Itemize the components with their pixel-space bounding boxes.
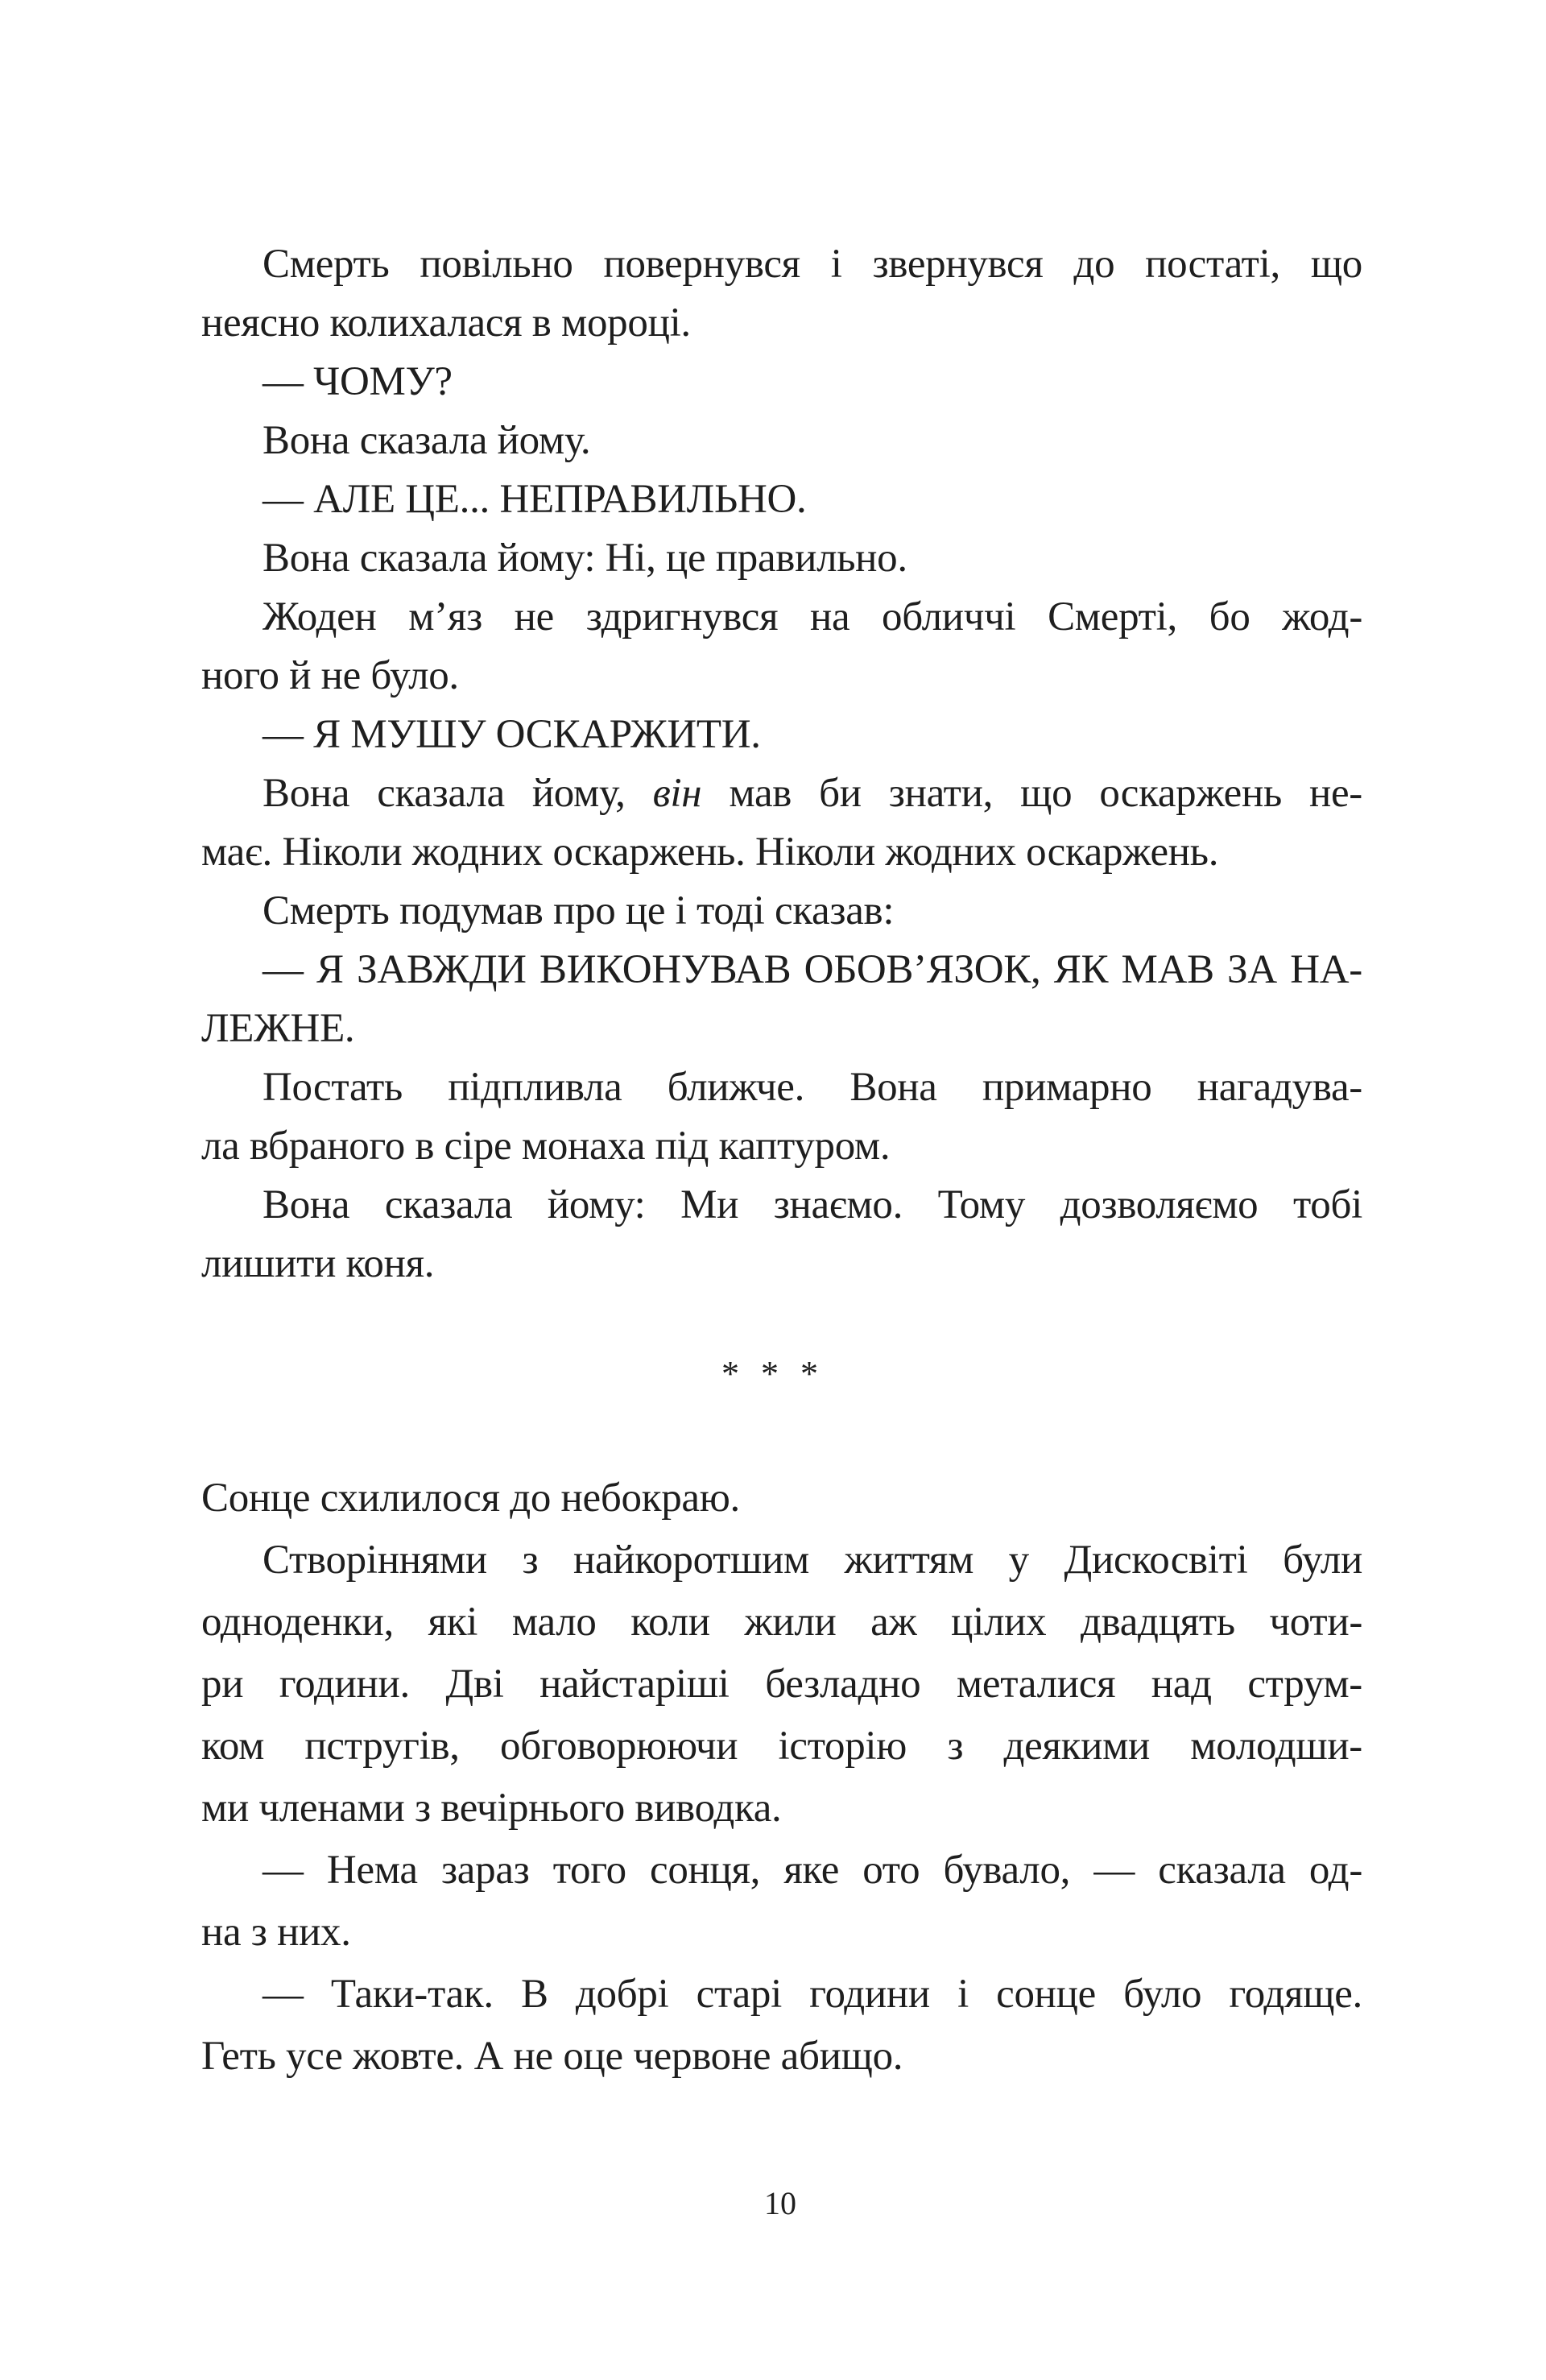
text-line: неясно колихалася в мороці. (201, 300, 691, 346)
text-line: Вона сказала йому. (262, 418, 591, 463)
text-line: ного й не було. (201, 653, 459, 698)
text-line: ла вбраного в сіре монаха під каптуром. (201, 1124, 891, 1169)
text-line: ри години. Дві найстаріші безладно металися над струм- (201, 1662, 1362, 1707)
text-line: на з них. (201, 1910, 351, 1955)
text-segment: Вона сказала йому, (262, 771, 653, 816)
text-line: — Я ЗАВЖДИ ВИКОНУВАВ ОБОВ’ЯЗОК, ЯК МАВ ЗА НА- (262, 947, 1362, 992)
text-line: Постать підпливла ближче. Вона примарно нагадува- (262, 1065, 1362, 1110)
text-line: лишити коня. (201, 1241, 435, 1286)
text-line: — Таки-так. В добрі старі години і сонце було годяще. (262, 1972, 1362, 2017)
section-2-text (201, 1467, 1362, 2088)
text-line: Вона сказала йому: Ні, це правильно. (262, 536, 907, 581)
text-line: ми членами з вечірнього виводка. (201, 1786, 782, 1831)
page-number: 10 (764, 2185, 796, 2221)
text-line: Смерть повільно повернувся і звернувся до постаті, що (262, 242, 1362, 287)
italic-word: він (652, 771, 702, 816)
text-line: — Нема зараз того сонця, яке ото бувало, — сказала од- (262, 1848, 1362, 1893)
text-line: Створіннями з найкоротшим життям у Дискосвіті були (262, 1538, 1362, 1583)
section-1-text (201, 235, 1362, 1293)
text-line: — Я МУШУ ОСКАРЖИТИ. (262, 712, 761, 757)
text-line: — АЛЕ ЦЕ... НЕПРАВИЛЬНО. (262, 477, 807, 522)
text-line: Сонце схилилося до небокраю. (201, 1476, 740, 1521)
text-line: одноденки, які мало коли жили аж цілих двадцять чоти- (201, 1600, 1362, 1645)
text-line: ком пстругів, обговорюючи історію з деякими молодши- (201, 1724, 1362, 1769)
text-segment: мав би знати, що оскаржень не- (701, 771, 1362, 816)
text-line: Геть усе жовте. А не оце червоне абищо. (201, 2034, 903, 2079)
text-line: — ЧОМУ? (262, 359, 453, 404)
text-line: Смерть подумав про це і тоді сказав: (262, 888, 895, 933)
text-line: Вона сказала йому: Ми знаємо. Тому дозволяємо тобі (262, 1182, 1362, 1227)
text-line: Жоден м’яз не здригнувся на обличчі Смерті, бо жод- (262, 594, 1362, 639)
text-line: ЛЕЖНЕ. (201, 1006, 355, 1051)
section-separator: * * * (721, 1354, 825, 1393)
text-line (201, 764, 1362, 823)
text-line: має. Ніколи жодних оскаржень. Ніколи жодних оскаржень. (201, 830, 1219, 875)
